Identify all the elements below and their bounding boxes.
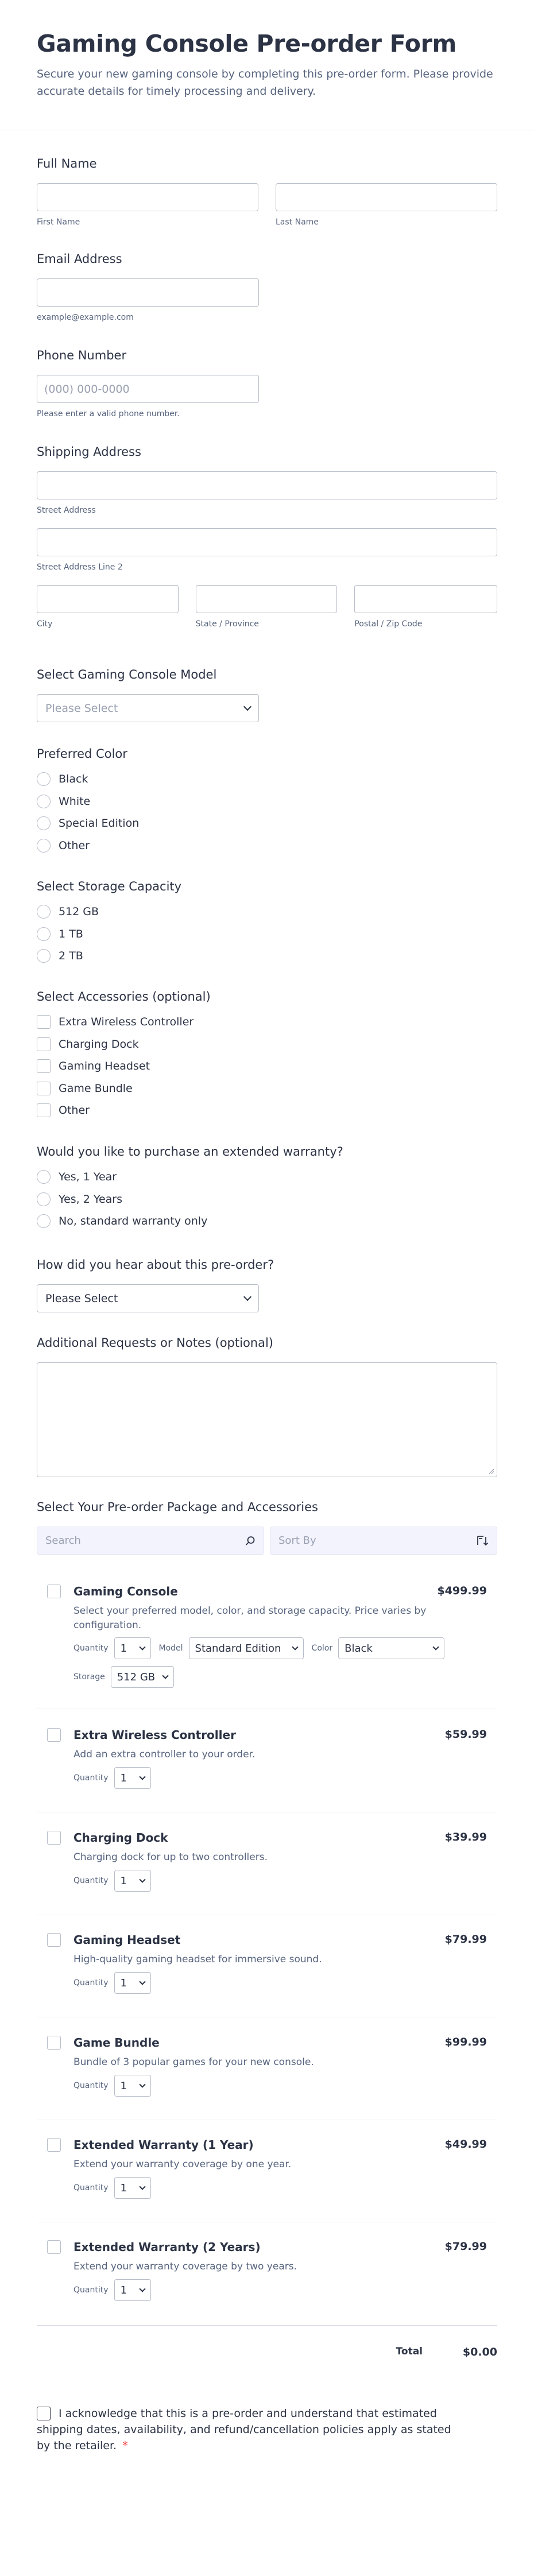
total-label: Total <box>396 2346 423 2357</box>
phone-input[interactable]: (000) 000-0000 <box>37 375 259 403</box>
quantity-label: Quantity <box>73 2183 109 2192</box>
total-row <box>37 2346 497 2363</box>
product-checkbox[interactable] <box>47 2240 61 2254</box>
chevron-down-icon <box>243 1293 251 1301</box>
phone-sublabel: Please enter a valid phone number. <box>37 409 180 419</box>
option-label: White <box>59 795 91 808</box>
option-label: No, standard warranty only <box>59 1215 208 1228</box>
product-price: $79.99 <box>444 2240 487 2253</box>
phone-label: Phone Number <box>37 348 127 362</box>
quantity-select[interactable] <box>114 1767 151 1789</box>
full-name-section <box>37 156 497 227</box>
email-label: Email Address <box>37 252 122 266</box>
heard-select-value: Please Select <box>45 1292 118 1305</box>
search-icon <box>245 1536 256 1546</box>
state-input[interactable] <box>196 585 338 613</box>
products-label: Select Your Pre-order Package and Accessories <box>37 1500 318 1514</box>
quantity-label: Quantity <box>73 2286 109 2295</box>
product-item <box>37 1585 497 1709</box>
quantity-label: Quantity <box>73 1773 109 1783</box>
email-sublabel: example@example.com <box>37 313 134 322</box>
product-description: Bundle of 3 popular games for your new console. <box>73 2056 314 2068</box>
product-description: Charging dock for up to two controllers. <box>73 1851 268 1863</box>
acknowledgement-section <box>37 2405 497 2454</box>
color-label: Preferred Color <box>37 747 127 761</box>
product-name: Charging Dock <box>73 1831 168 1845</box>
full-name-label: Full Name <box>37 157 97 171</box>
chevron-down-icon <box>292 1644 298 1650</box>
storage-section <box>37 879 497 967</box>
product-item <box>37 1933 497 2017</box>
model-option-label: Model <box>158 1644 183 1653</box>
color-option[interactable] <box>37 835 497 857</box>
last-name-sublabel: Last Name <box>276 218 319 227</box>
radio-button[interactable] <box>37 927 51 941</box>
resize-handle-icon[interactable] <box>487 1467 494 1474</box>
option-label: Other <box>59 1104 90 1117</box>
chevron-down-icon <box>432 1644 439 1650</box>
product-price: $99.99 <box>444 2036 487 2048</box>
checkbox[interactable] <box>37 1103 51 1117</box>
quantity-value: 1 <box>120 2079 127 2092</box>
quantity-value: 1 <box>120 1642 127 1655</box>
color-option-select[interactable] <box>338 1637 444 1659</box>
option-label: Extra Wireless Controller <box>59 1016 194 1029</box>
option-label: Yes, 1 Year <box>59 1171 117 1184</box>
address-section <box>37 444 497 629</box>
color-option-label: Color <box>311 1644 333 1653</box>
warranty-section <box>37 1144 497 1233</box>
accessory-option[interactable] <box>37 1055 497 1078</box>
accessory-option[interactable] <box>37 1011 497 1033</box>
product-checkbox[interactable] <box>47 2138 61 2152</box>
phone-section <box>37 348 497 419</box>
product-description: Extend your warranty coverage by one year. <box>73 2159 292 2170</box>
warranty-option[interactable] <box>37 1166 497 1188</box>
quantity-label: Quantity <box>73 2081 109 2090</box>
warranty-label: Would you like to purchase an extended warranty? <box>37 1145 343 1159</box>
model-section <box>37 667 497 722</box>
option-label: Other <box>59 839 90 852</box>
product-checkbox[interactable] <box>47 1728 61 1742</box>
acknowledgement-text: I acknowledge that this is a pre-order and understand that estimated shipping dates, availability, and refund/cancellation policies apply as stated by the retailer. <box>37 2407 451 2452</box>
quantity-value: 1 <box>120 1874 127 1887</box>
storage-label: Select Storage Capacity <box>37 880 182 893</box>
zip-sublabel: Postal / Zip Code <box>354 619 423 629</box>
quantity-label: Quantity <box>73 1876 109 1885</box>
chevron-down-icon <box>139 1644 145 1650</box>
warranty-option[interactable] <box>37 1188 497 1211</box>
model-option-select[interactable] <box>189 1637 304 1659</box>
last-name-input[interactable] <box>276 183 497 211</box>
radio-button[interactable] <box>37 795 51 808</box>
option-label: Gaming Headset <box>59 1060 150 1073</box>
email-input[interactable] <box>37 278 259 307</box>
total-value: $0.00 <box>462 2346 497 2358</box>
product-name: Game Bundle <box>73 2036 160 2050</box>
accessory-option[interactable] <box>37 1078 497 1100</box>
product-price: $59.99 <box>444 1728 487 1741</box>
color-option-value: Black <box>345 1642 373 1655</box>
checkbox[interactable] <box>37 1082 51 1095</box>
product-checkbox[interactable] <box>47 1933 61 1947</box>
option-label: Yes, 2 Years <box>59 1192 123 1206</box>
heard-select[interactable] <box>37 1284 259 1312</box>
model-select-value: Please Select <box>45 702 118 715</box>
notes-textarea[interactable] <box>37 1362 497 1477</box>
checkbox[interactable] <box>37 1015 51 1029</box>
product-price: $39.99 <box>444 1831 487 1843</box>
storage-option-value: 512 GB <box>117 1671 156 1683</box>
storage-option-label: Storage <box>73 1672 105 1682</box>
radio-button[interactable] <box>37 905 51 919</box>
option-label: 1 TB <box>59 927 83 940</box>
chevron-down-icon <box>139 1876 145 1882</box>
heard-label: How did you hear about this pre-order? <box>37 1258 274 1272</box>
radio-button[interactable] <box>37 1192 51 1206</box>
street-sublabel: Street Address <box>37 506 96 515</box>
model-label: Select Gaming Console Model <box>37 668 217 681</box>
product-item <box>37 1831 497 1915</box>
zip-input[interactable] <box>354 585 497 613</box>
form-subtitle: Secure your new gaming console by completing this pre-order form. Please provide accurate details for timely processing and delivery. <box>37 68 493 98</box>
radio-button[interactable] <box>37 1214 51 1228</box>
radio-button[interactable] <box>37 1170 51 1184</box>
product-item <box>37 2138 497 2222</box>
product-checkbox[interactable] <box>47 1585 61 1598</box>
product-name: Extra Wireless Controller <box>73 1728 236 1742</box>
product-name: Gaming Console <box>73 1585 178 1598</box>
form-title: Gaming Console Pre-order Form <box>37 30 456 57</box>
storage-option-select[interactable] <box>111 1666 174 1688</box>
chevron-down-icon <box>243 703 251 711</box>
quantity-select[interactable] <box>114 1972 151 1994</box>
model-select[interactable] <box>37 694 259 722</box>
acknowledgement-label[interactable] <box>37 2405 462 2454</box>
quantity-label: Quantity <box>73 1978 109 1988</box>
product-name: Extended Warranty (1 Year) <box>73 2138 254 2152</box>
accessory-option[interactable] <box>37 1033 497 1056</box>
color-option[interactable] <box>37 812 497 835</box>
option-label: 2 TB <box>59 950 83 963</box>
city-input[interactable] <box>37 585 179 613</box>
quantity-value: 1 <box>120 1977 127 1989</box>
color-option[interactable] <box>37 791 497 813</box>
option-label: Special Edition <box>59 817 140 830</box>
required-mark: * <box>122 2439 128 2452</box>
product-item <box>37 2240 497 2326</box>
email-section <box>37 251 497 323</box>
accessories-label: Select Accessories (optional) <box>37 990 211 1004</box>
sort-label: Sort By <box>278 1535 316 1547</box>
color-section <box>37 746 497 857</box>
chevron-down-icon <box>139 1978 145 1985</box>
option-label: Game Bundle <box>59 1082 133 1095</box>
product-price: $499.99 <box>437 1585 487 1597</box>
quantity-label: Quantity <box>73 1644 109 1653</box>
product-name: Gaming Headset <box>73 1933 181 1947</box>
product-description: Select your preferred model, color, and storage capacity. Price varies by configuration. <box>73 1605 427 1631</box>
quantity-select[interactable] <box>114 2177 151 2199</box>
radio-button[interactable] <box>37 949 51 963</box>
search-placeholder: Search <box>45 1535 81 1547</box>
product-search-input[interactable] <box>37 1527 264 1555</box>
product-item <box>37 1728 497 1812</box>
product-item <box>37 2036 497 2120</box>
address-label: Shipping Address <box>37 445 141 459</box>
street2-input[interactable] <box>37 528 497 556</box>
product-sort-select[interactable] <box>270 1527 497 1555</box>
option-label: Charging Dock <box>59 1037 139 1051</box>
warranty-option[interactable] <box>37 1210 497 1233</box>
accessory-option[interactable] <box>37 1099 497 1122</box>
product-checkbox[interactable] <box>47 1831 61 1845</box>
quantity-select[interactable] <box>114 2075 151 2097</box>
product-description: Add an extra controller to your order. <box>73 1749 256 1760</box>
quantity-value: 1 <box>120 1772 127 1784</box>
color-option[interactable] <box>37 768 497 791</box>
option-label: 512 GB <box>59 905 99 919</box>
checkbox[interactable] <box>37 1037 51 1051</box>
form-header <box>0 0 534 130</box>
sort-icon <box>476 1535 489 1547</box>
chevron-down-icon <box>139 2286 145 2292</box>
product-name: Extended Warranty (2 Years) <box>73 2240 261 2254</box>
chevron-down-icon <box>139 2183 145 2190</box>
storage-option[interactable] <box>37 945 497 967</box>
product-price: $49.99 <box>444 2138 487 2151</box>
street-input[interactable] <box>37 471 497 499</box>
model-option-value: Standard Edition <box>195 1642 281 1655</box>
quantity-value: 1 <box>120 2284 127 2296</box>
chevron-down-icon <box>162 1672 168 1679</box>
chevron-down-icon <box>139 2081 145 2087</box>
products-section <box>37 1500 497 1555</box>
storage-option[interactable] <box>37 923 497 946</box>
quantity-select[interactable] <box>114 1637 151 1659</box>
heard-section <box>37 1257 497 1312</box>
first-name-input[interactable] <box>37 183 258 211</box>
radio-button[interactable] <box>37 839 51 853</box>
radio-button[interactable] <box>37 816 51 830</box>
storage-option[interactable] <box>37 901 497 923</box>
city-sublabel: City <box>37 619 53 629</box>
product-checkbox[interactable] <box>47 2036 61 2050</box>
option-label: Black <box>59 773 88 786</box>
first-name-sublabel: First Name <box>37 218 80 227</box>
notes-section <box>37 1335 497 1477</box>
quantity-value: 1 <box>120 2182 127 2194</box>
acknowledgement-checkbox[interactable] <box>37 2407 51 2420</box>
state-sublabel: State / Province <box>195 619 259 629</box>
chevron-down-icon <box>139 1773 145 1780</box>
quantity-select[interactable] <box>114 1870 151 1892</box>
street2-sublabel: Street Address Line 2 <box>37 563 123 572</box>
notes-label: Additional Requests or Notes (optional) <box>37 1336 273 1350</box>
product-description: High-quality gaming headset for immersive sound. <box>73 1954 322 1965</box>
accessories-section <box>37 989 497 1122</box>
product-price: $79.99 <box>444 1933 487 1946</box>
product-description: Extend your warranty coverage by two years. <box>73 2261 297 2272</box>
radio-button[interactable] <box>37 772 51 786</box>
quantity-select[interactable] <box>114 2279 151 2301</box>
checkbox[interactable] <box>37 1059 51 1073</box>
